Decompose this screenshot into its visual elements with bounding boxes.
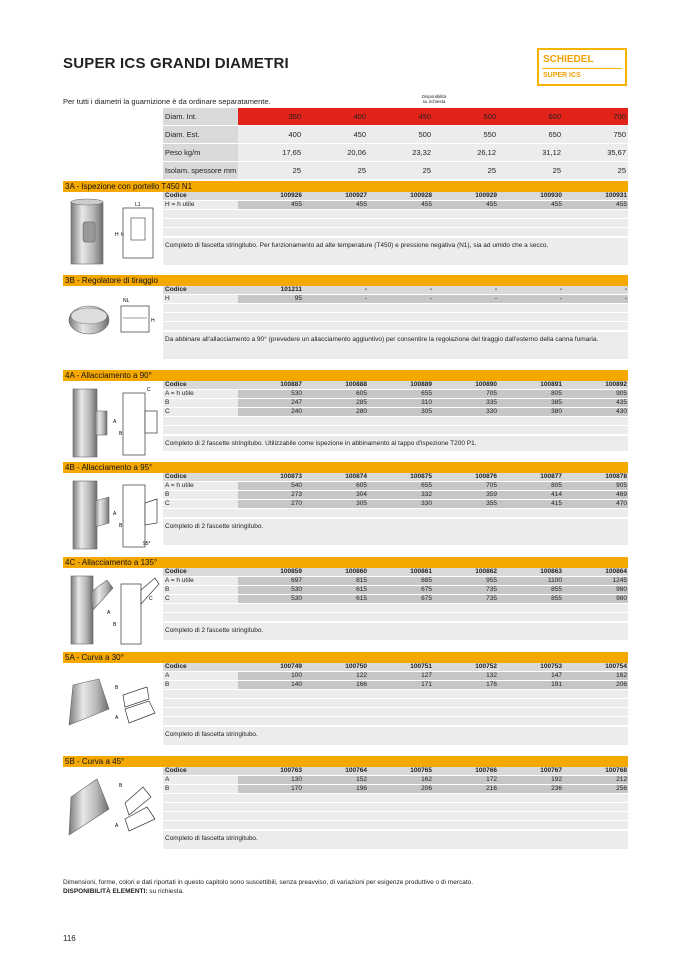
table-row [163, 482, 628, 490]
spec-value: 25 [487, 166, 496, 175]
availability-label: Disponibilità su richiesta [421, 94, 447, 104]
product-table [163, 663, 628, 726]
dimension-value: 655 [368, 390, 433, 398]
dimension-value: 332 [368, 491, 433, 499]
logo-divider [542, 68, 622, 69]
dimension-value: 380 [498, 408, 563, 416]
product-code: 100892 [605, 381, 627, 388]
product-section [63, 181, 628, 266]
dimension-label: B [165, 491, 170, 498]
product-code: 100887 [280, 381, 302, 388]
product-illustration [63, 665, 161, 750]
empty-row [163, 803, 628, 811]
product-code: 100877 [540, 473, 562, 480]
svg-text:A: A [115, 715, 119, 721]
product-code: 100751 [410, 663, 432, 670]
section-title: 4C - Allacciamento a 135° [63, 557, 628, 568]
svg-text:95°: 95° [143, 541, 151, 547]
product-code: 100862 [475, 568, 497, 575]
product-code: 100878 [605, 473, 627, 480]
section-note: Completo di fascetta stringitubo. [163, 727, 628, 745]
dimension-value: 885 [368, 577, 433, 585]
dimension-value: 455 [563, 201, 628, 209]
dimension-label: B [165, 586, 170, 593]
empty-row [163, 794, 628, 802]
dimension-value: 132 [433, 672, 498, 680]
dimension-value: 206 [368, 785, 433, 793]
product-code: 100859 [280, 568, 302, 575]
product-section [63, 275, 628, 360]
dimension-value: 310 [368, 399, 433, 407]
product-illustration [63, 288, 161, 373]
table-row [163, 577, 628, 585]
product-illustration [63, 570, 161, 655]
dimension-value: 697 [238, 577, 303, 585]
spec-value: 400 [353, 112, 366, 121]
spec-row [163, 108, 628, 125]
spec-value: 17,65 [282, 148, 301, 157]
section-title: 4A - Allacciamento a 90° [63, 370, 628, 381]
spec-value: 20,06 [347, 148, 366, 157]
product-code: 100891 [540, 381, 562, 388]
spec-value: 25 [552, 166, 561, 175]
spec-value: 350 [288, 112, 301, 121]
empty-row [163, 417, 628, 425]
dimension-value: 176 [433, 681, 498, 689]
dimension-value: 166 [303, 681, 368, 689]
section-title: 4B - Allacciamento a 95° [63, 462, 628, 473]
dimension-value: 905 [563, 482, 628, 490]
product-code: - [364, 286, 367, 293]
dimension-value: 1245 [563, 577, 628, 585]
code-row [163, 473, 628, 481]
dimension-value: 805 [498, 482, 563, 490]
product-code: 100768 [605, 767, 627, 774]
dimension-value: 530 [238, 595, 303, 603]
product-code: 100929 [475, 192, 497, 199]
empty-row [163, 613, 628, 621]
dimension-value: 905 [563, 390, 628, 398]
empty-row [163, 812, 628, 820]
empty-row [163, 717, 628, 725]
table-row [163, 785, 628, 793]
dimension-value: 305 [368, 408, 433, 416]
table-row [163, 500, 628, 508]
product-code: 100754 [605, 663, 627, 670]
svg-text:h: h [121, 232, 124, 238]
dimension-value: 256 [563, 785, 628, 793]
product-table [163, 192, 628, 237]
dimension-label: C [165, 500, 170, 507]
product-code: 100861 [410, 568, 432, 575]
product-section [63, 652, 628, 746]
spec-value: 650 [548, 130, 561, 139]
dimension-label: A = h utile [165, 577, 194, 584]
product-code: 100876 [475, 473, 497, 480]
dimension-value: 615 [303, 586, 368, 594]
product-table [163, 381, 628, 435]
dimension-value: 172 [433, 776, 498, 784]
product-section [63, 756, 628, 850]
dimension-value: 455 [498, 201, 563, 209]
dimension-value: 100 [238, 672, 303, 680]
table-row [163, 586, 628, 594]
svg-text:A: A [107, 610, 111, 616]
section-note: Completo di 2 fascette stringitubo. Utilizzabile come ispezione in abbinamento al tappo d'ispezione T200 P1. [163, 436, 628, 451]
dimension-value: 675 [368, 586, 433, 594]
product-code: 100873 [280, 473, 302, 480]
page-number: 116 [63, 934, 76, 943]
dimension-value: 122 [303, 672, 368, 680]
product-section [63, 370, 628, 452]
svg-text:C: C [147, 387, 151, 393]
spec-value: 450 [353, 130, 366, 139]
product-section [63, 462, 628, 546]
table-row [163, 399, 628, 407]
product-table [163, 568, 628, 622]
svg-text:A: A [115, 823, 119, 829]
dimension-value: 236 [498, 785, 563, 793]
dimension-value: 735 [433, 586, 498, 594]
dimension-value: 216 [433, 785, 498, 793]
code-label: Codice [165, 767, 187, 774]
spec-value: 35,67 [607, 148, 626, 157]
dimension-label: H [165, 295, 170, 302]
dimension-value: 140 [238, 681, 303, 689]
product-code: 101211 [280, 286, 302, 293]
dimension-value: - [433, 295, 498, 303]
dimension-value: 171 [368, 681, 433, 689]
dimension-label: B [165, 785, 170, 792]
svg-text:B: B [115, 685, 119, 691]
dimension-value: 455 [433, 201, 498, 209]
code-label: Codice [165, 381, 187, 388]
dimension-value: 675 [368, 595, 433, 603]
dimension-value: 980 [563, 586, 628, 594]
section-title: 5B - Curva a 45° [63, 756, 628, 767]
dimension-value: 735 [433, 595, 498, 603]
code-row [163, 663, 628, 671]
dimension-value: - [498, 295, 563, 303]
table-row [163, 201, 628, 209]
footer-disclaimer: Dimensioni, forme, colori e dati riportati in questo capitolo sono suscettibili, senza preavviso, di variazioni per esigenze produttive o di mercato. [63, 879, 474, 886]
dimension-value: 705 [433, 390, 498, 398]
code-row [163, 192, 628, 200]
dimension-value: 192 [498, 776, 563, 784]
dimension-value: 305 [303, 500, 368, 508]
dimension-value: 705 [433, 482, 498, 490]
dimension-value: 270 [238, 500, 303, 508]
product-table [163, 767, 628, 830]
product-code: 100928 [410, 192, 432, 199]
dimension-value: 95 [238, 295, 303, 303]
table-row [163, 295, 628, 303]
product-code: 100926 [280, 192, 302, 199]
dimension-value: 359 [433, 491, 498, 499]
spec-table [163, 108, 628, 180]
spec-value: 25 [422, 166, 431, 175]
dimension-value: 605 [303, 482, 368, 490]
section-note: Completo di 2 fascette stringitubo. [163, 519, 628, 545]
empty-row [163, 604, 628, 612]
empty-row [163, 228, 628, 236]
dimension-value: 196 [303, 785, 368, 793]
section-note: Completo di fascetta stringitubo. Per funzionamento ad alte temperature (T450) e pressione negativa (N1), sia ad umido che a secco. [163, 238, 628, 265]
dimension-label: H = h utile [165, 201, 195, 208]
empty-row [163, 219, 628, 227]
empty-row [163, 509, 628, 517]
code-label: Codice [165, 473, 187, 480]
dimension-value: - [303, 295, 368, 303]
empty-row [163, 304, 628, 312]
dimension-label: C [165, 595, 170, 602]
product-code: 100765 [410, 767, 432, 774]
table-row [163, 595, 628, 603]
dimension-value: 540 [238, 482, 303, 490]
product-illustration [63, 475, 161, 560]
dimension-value: 455 [238, 201, 303, 209]
spec-value: 500 [418, 130, 431, 139]
dimension-value: 355 [433, 500, 498, 508]
dimension-label: A [165, 672, 170, 679]
svg-text:A: A [113, 511, 117, 517]
section-note: Da abbinare all'allacciamento a 90° (prevedere un allacciamento aggiuntivo) per consentire la regolazione del tiraggio dall'esterno della canna fumaria. [163, 332, 628, 359]
section-title: 3A - Ispezione con portello T450 N1 [63, 181, 628, 192]
dimension-value: 147 [498, 672, 563, 680]
svg-text:H: H [151, 318, 155, 324]
spec-value: 450 [418, 112, 431, 121]
product-code: 100860 [345, 568, 367, 575]
svg-text:H: H [115, 232, 119, 238]
product-illustration [63, 383, 161, 468]
code-row [163, 767, 628, 775]
dimension-value: 170 [238, 785, 303, 793]
dimension-label: C [165, 408, 170, 415]
product-code: 100753 [540, 663, 562, 670]
empty-row [163, 690, 628, 698]
svg-text:B: B [119, 523, 123, 529]
empty-row [163, 210, 628, 218]
dimension-value: 330 [433, 408, 498, 416]
table-row [163, 776, 628, 784]
dimension-value: 655 [368, 482, 433, 490]
code-row [163, 568, 628, 576]
code-row [163, 381, 628, 389]
dimension-value: 285 [303, 399, 368, 407]
spec-value: 550 [483, 130, 496, 139]
dimension-value: 212 [563, 776, 628, 784]
empty-row [163, 708, 628, 716]
dimension-label: B [165, 681, 170, 688]
code-label: Codice [165, 192, 187, 199]
dimension-value: 206 [563, 681, 628, 689]
spec-label: Diam. Est. [163, 126, 238, 143]
svg-text:L1: L1 [135, 202, 141, 208]
product-table [163, 286, 628, 331]
code-row [163, 286, 628, 294]
dimension-value: 615 [303, 595, 368, 603]
product-code: 100888 [345, 381, 367, 388]
dimension-value: 805 [498, 390, 563, 398]
spec-label: Isolam. spessore mm [163, 162, 238, 179]
product-code: 100750 [345, 663, 367, 670]
footer-availability: DISPONIBILITÀ ELEMENTI: su richiesta. [63, 888, 184, 895]
spec-row [163, 144, 628, 161]
svg-text:NL: NL [123, 298, 130, 304]
dimension-value: 435 [563, 399, 628, 407]
spec-value: 25 [617, 166, 626, 175]
product-code: - [494, 286, 497, 293]
dimension-label: A = h utile [165, 482, 194, 489]
empty-row [163, 821, 628, 829]
product-illustration [63, 194, 161, 279]
dimension-value: 980 [563, 595, 628, 603]
spec-row [163, 126, 628, 143]
section-note: Completo di fascetta stringitubo. [163, 831, 628, 849]
dimension-label: A = h utile [165, 390, 194, 397]
product-code: 100763 [280, 767, 302, 774]
product-code: 100927 [345, 192, 367, 199]
dimension-value: 855 [498, 586, 563, 594]
dimension-value: 530 [238, 390, 303, 398]
dimension-value: 130 [238, 776, 303, 784]
table-row [163, 672, 628, 680]
svg-text:A: A [113, 419, 117, 425]
product-code: - [624, 286, 627, 293]
dimension-value: 415 [498, 500, 563, 508]
product-code: 100864 [605, 568, 627, 575]
spec-value: 500 [483, 112, 496, 121]
dimension-value: 605 [303, 390, 368, 398]
product-code: 100749 [280, 663, 302, 670]
spec-value: 31,12 [542, 148, 561, 157]
dimension-value: 414 [498, 491, 563, 499]
empty-row [163, 699, 628, 707]
dimension-value: 455 [368, 201, 433, 209]
section-title: 3B - Regolatore di tiraggio [63, 275, 628, 286]
svg-text:B: B [119, 783, 123, 789]
product-code: 100874 [345, 473, 367, 480]
dimension-value: 855 [498, 595, 563, 603]
dimension-value: 470 [563, 500, 628, 508]
section-title: 5A - Curva a 30° [63, 652, 628, 663]
product-code: 100890 [475, 381, 497, 388]
dimension-value: 469 [563, 491, 628, 499]
product-code: 100889 [410, 381, 432, 388]
dimension-value: 304 [303, 491, 368, 499]
dimension-value: 247 [238, 399, 303, 407]
spec-value: 600 [548, 112, 561, 121]
dimension-value: - [563, 295, 628, 303]
spec-value: 25 [292, 166, 301, 175]
table-row [163, 491, 628, 499]
dimension-value: 430 [563, 408, 628, 416]
dimension-label: B [165, 399, 170, 406]
spec-value: 750 [613, 130, 626, 139]
spec-value: 700 [613, 112, 626, 121]
spec-value: 26,12 [477, 148, 496, 157]
dimension-value: 162 [563, 672, 628, 680]
product-code: 100875 [410, 473, 432, 480]
product-code: - [559, 286, 562, 293]
dimension-value: 162 [368, 776, 433, 784]
dimension-value: 385 [498, 399, 563, 407]
dimension-value: 815 [303, 577, 368, 585]
dimension-value: 127 [368, 672, 433, 680]
dimension-value: 530 [238, 586, 303, 594]
table-row [163, 681, 628, 689]
product-code: 100863 [540, 568, 562, 575]
dimension-label: A [165, 776, 170, 783]
dimension-value: 335 [433, 399, 498, 407]
code-label: Codice [165, 568, 187, 575]
svg-text:C: C [149, 596, 153, 602]
logo-brand: SCHIEDEL [543, 54, 594, 65]
svg-text:B: B [113, 622, 117, 628]
code-label: Codice [165, 286, 187, 293]
product-code: - [429, 286, 432, 293]
empty-row [163, 426, 628, 434]
code-label: Codice [165, 663, 187, 670]
spec-row [163, 162, 628, 179]
product-illustration [63, 769, 161, 854]
dimension-value: 152 [303, 776, 368, 784]
dimension-value: - [368, 295, 433, 303]
empty-row [163, 313, 628, 321]
product-code: 100764 [345, 767, 367, 774]
dimension-value: 455 [303, 201, 368, 209]
empty-row [163, 322, 628, 330]
dimension-value: 330 [368, 500, 433, 508]
dimension-value: 191 [498, 681, 563, 689]
schiedel-logo [537, 48, 627, 86]
dimension-value: 273 [238, 491, 303, 499]
spec-label: Diam. Int. [163, 108, 238, 125]
product-section [63, 557, 628, 641]
intro-text: Per tutti i diametri la guarnizione è da ordinare separatamente. [63, 97, 271, 106]
spec-value: 400 [288, 130, 301, 139]
table-row [163, 408, 628, 416]
dimension-value: 240 [238, 408, 303, 416]
dimension-value: 280 [303, 408, 368, 416]
spec-label: Peso kg/m [163, 144, 238, 161]
footer-notes [63, 878, 473, 896]
spec-value: 25 [357, 166, 366, 175]
dimension-value: 1100 [498, 577, 563, 585]
section-note: Completo di 2 fascette stringitubo. [163, 623, 628, 640]
page-title: SUPER ICS GRANDI DIAMETRI [63, 55, 289, 72]
product-code: 100930 [540, 192, 562, 199]
product-code: 100767 [540, 767, 562, 774]
product-code: 100766 [475, 767, 497, 774]
logo-product: SUPER ICS [543, 72, 581, 79]
product-code: 100752 [475, 663, 497, 670]
svg-text:B: B [119, 431, 123, 437]
dimension-value: 955 [433, 577, 498, 585]
spec-value: 23,32 [412, 148, 431, 157]
product-table [163, 473, 628, 518]
table-row [163, 390, 628, 398]
product-code: 100931 [605, 192, 627, 199]
